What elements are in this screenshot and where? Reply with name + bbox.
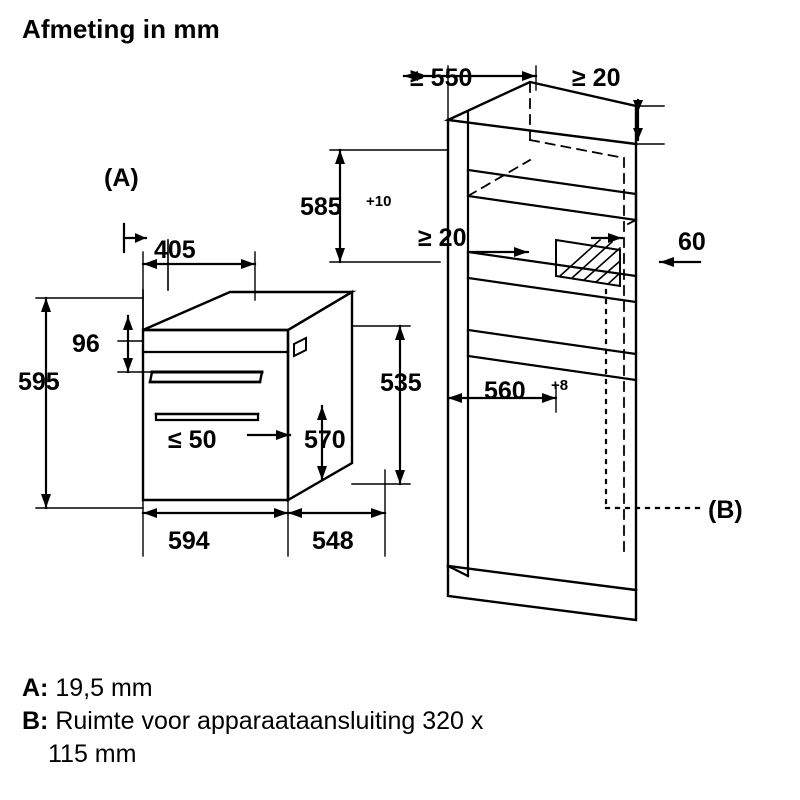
label-585-tolerance: +10: [366, 193, 392, 210]
label-594: 594: [168, 527, 210, 555]
legend: [22, 672, 782, 771]
label-548: 548: [312, 527, 354, 555]
label-min20-mid: ≥ 20: [418, 224, 467, 252]
label-marker-a: (A): [104, 164, 139, 192]
label-570: 570: [304, 426, 346, 454]
dim-96: [118, 316, 152, 372]
legend-row-a: [22, 672, 782, 705]
ventilation-gap-hatch: [556, 240, 620, 286]
label-535: 535: [380, 369, 422, 397]
legend-row-b: [22, 705, 782, 738]
label-595: 595: [18, 368, 60, 396]
dim-max50: [248, 430, 290, 440]
connection-space-leader: [606, 290, 700, 508]
legend-a-key: A:: [22, 674, 49, 702]
hidden-edges: [468, 82, 636, 556]
legend-b-key: B:: [22, 707, 49, 735]
cabinet-outline: [448, 82, 636, 620]
label-60: 60: [678, 228, 706, 256]
dimension-labels: [18, 64, 743, 555]
dim-60: [660, 257, 700, 267]
label-560: 560: [484, 377, 526, 405]
legend-row-b-cont: [22, 738, 782, 771]
dim-535: [352, 326, 410, 484]
label-560-tolerance: +8: [551, 377, 569, 394]
legend-b-text-cont: 115 mm: [48, 740, 137, 768]
label-405: 405: [154, 236, 196, 264]
label-585: 585: [300, 193, 342, 221]
legend-b-text: Ruimte voor apparaataansluiting 320 x: [55, 707, 484, 735]
label-min20-top: ≥ 20: [572, 64, 621, 92]
label-marker-b: (B): [708, 496, 743, 524]
label-max50: ≤ 50: [168, 426, 217, 454]
legend-a-text: 19,5 mm: [55, 674, 153, 702]
oven-display: [294, 338, 306, 356]
page-title: Afmeting in mm: [22, 14, 220, 44]
dim-594: [143, 500, 288, 556]
oven-front-face: [143, 330, 288, 500]
label-96: 96: [72, 330, 100, 358]
label-min550: ≥ 550: [410, 64, 473, 92]
